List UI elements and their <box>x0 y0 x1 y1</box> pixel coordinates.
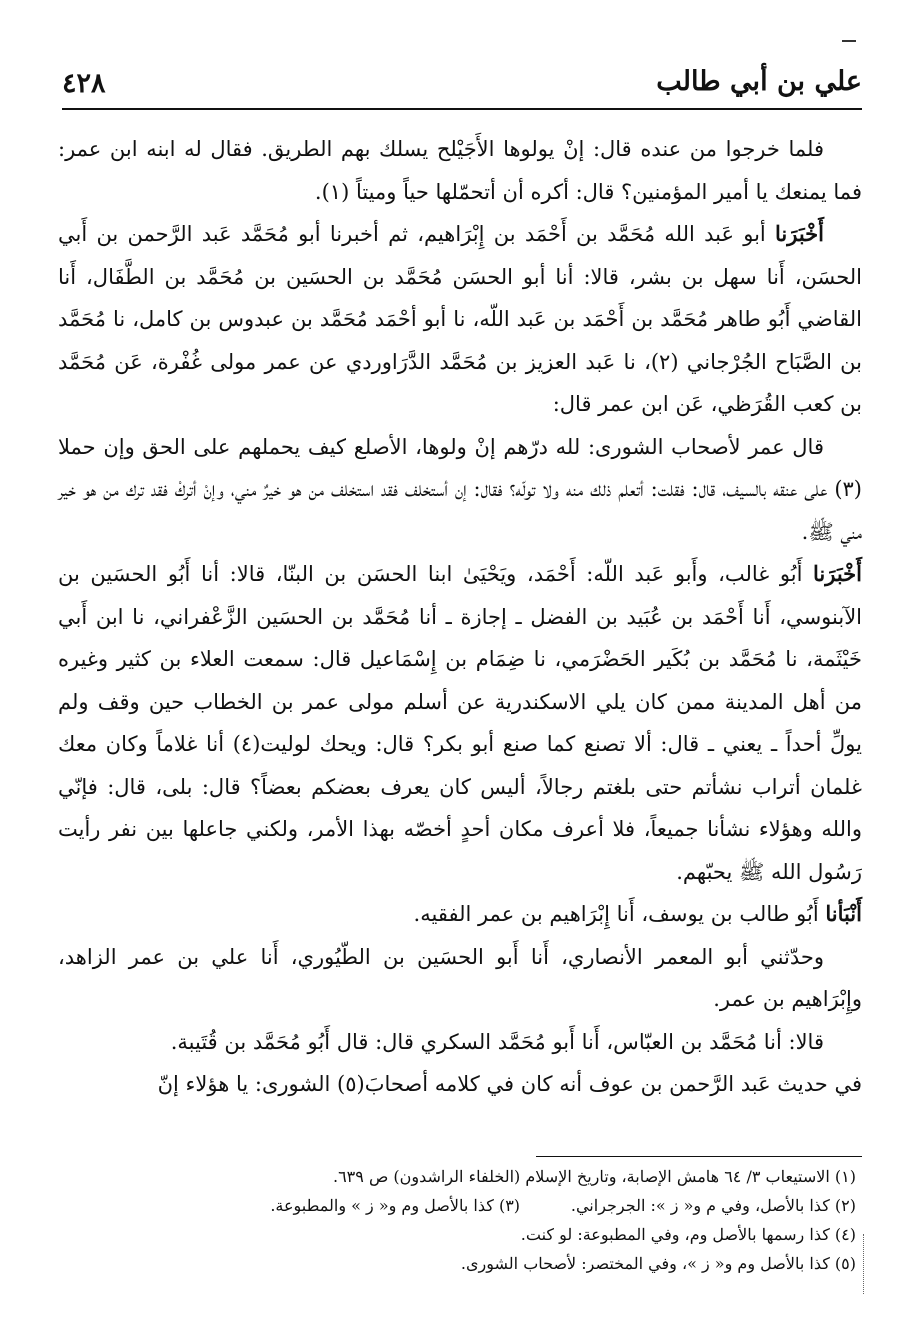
paragraph-8-text: في حديث عَبد الرَّحمن بن عوف أنه كان في كلامه أصحابَ(٥) الشورى: يا هؤلاء إنّ <box>157 1072 862 1096</box>
paragraph-6-text: وحدّثني أبو المعمر الأنصاري، أَنا أَبو الحسَين بن الطّيُوري، أَنا علي بن عمر الزاهد، وإِبْرَاهيم بن عمر. <box>58 944 862 1011</box>
paragraph-5 <box>58 893 862 936</box>
paragraph-2-text: أبو عَبد الله مُحَمَّد بن أَحْمَد بن إِبْرَاهيم، ثم أخبرنا أبو مُحَمَّد عَبد الرَّحمن بن أَبي الحسَن، أَنا سهل بن بشر، قالا: أنا أبو الحسَن مُحَمَّد بن الحسَين بن مُحَمَّد بن الطَّفَال، أَنا القاضي أَبُو طاهر مُحَمَّد بن أَحْمَد بن عَبد اللّه، نا أبو أحْمَد مُحَمَّد بن عبدوس بن كامل، نا مُحَمَّد بن الصَّبَاح الجُرْجاني (٢)، نا عَبد العزيز بن مُحَمَّد الدَّرَاوردي عن عمر مولى غُفْرة، عَن مُحَمَّد بن كعب القُرَظي، عَن ابن عمر قال: <box>58 222 862 416</box>
footnote-4: (٤) كذا رسمها بالأصل وم، وفي المطبوعة: لو كنت. <box>520 1225 856 1244</box>
footnote-1: (١) الاستيعاب ٣/ ٦٤ هامش الإصابة، وتاريخ الإسلام (الخلفاء الراشدون) ص ٦٣٩. <box>332 1167 856 1186</box>
paragraph-7-text: قالا: أنا مُحَمَّد بن العبّاس، أَنا أَبو مُحَمَّد السكري قال: قال أَبُو مُحَمَّد بن قُتَيبة. <box>170 1029 824 1054</box>
footnote-2-3: (٢) كذا بالأصل، وفي م و« ز »: الجرجراني. (٣) كذا بالأصل وم و« ز » والمطبوعة. <box>270 1196 856 1215</box>
paragraph-6 <box>58 936 862 1021</box>
paragraph-8 <box>58 1063 862 1106</box>
paragraph-1-text: فلما خرجوا من عنده قال: إنْ يولوها الأَجَيْلح يسلك بهم الطريق. فقال له ابنه ابن عمر: فما يمنعك يا أمير المؤمنين؟ قال: أكره أن أتحمّلها حياً وميتاً (١). <box>58 137 862 204</box>
footnote-5: (٥) كذا بالأصل وم و« ز »، وفي المختصر: لأصحاب الشورى. <box>460 1254 856 1273</box>
page-header <box>62 64 862 110</box>
paragraph-5-text: أَبُو طالب بن يوسف، أَنا إِبْرَاهيم بن عمر الفقيه. <box>413 902 826 926</box>
main-text <box>58 128 862 1106</box>
margin-mark <box>863 1234 864 1294</box>
paragraph-7 <box>58 1021 862 1064</box>
paragraph-2 <box>58 213 862 426</box>
paragraph-5-lead: أَنْبَأنا <box>825 901 862 926</box>
running-title: علي بن أبي طالب <box>656 66 862 97</box>
footnote-rule <box>536 1156 862 1157</box>
paragraph-3 <box>58 426 862 554</box>
paragraph-4-text: أَبُو غالب، وأَبو عَبد اللّه: أَحْمَد، ويَحْيَىٰ ابنا الحسَن بن البنّا، قالا: أنا أَبُو الحسَين بن الآبنوسي، أَنا أَحْمَد بن عُبَيد بن الفضل ـ إجازة ـ أنا مُحَمَّد بن الحسَين الزَّعْفراني، نا ابن أَبي خَيْثَمة، نا مُحَمَّد بن بُكَير الحَضْرَمي، نا ضِمَام بن إِسْمَاعيل قال: سمعت العلاء بن كثير وغيره من أهل المدينة ممن كان يلي الاسكندرية عن أسلم مولى عمر بن الخطاب حين وقف ولم يولِّ أحداً ـ يعني ـ قال: ألا تصنع كما صنع أبو بكر؟ قال: ويحك لوليت(٤) أنا غلاماً وكان معك غلمان أتراب نشأتم حتى بلغتم رجالاً، أليس كان يعرف بعضكم بعضاً؟ قال: بلى، قال: فإنّي والله وهؤلاء نشأنا جميعاً، فلا أعرف مكان أحدٍ أخصّه بهذا الأمر، ولكني جاعلها بين نفر رأيت رَسُول الله ﷺ يحبّهم. <box>58 562 862 884</box>
paragraph-3-text: قال عمر لأصحاب الشورى: لله درّهم إنْ ولوها، الأصلع كيف يحملهم على الحق وإن حملا (٣) على عنقه بالسيف، قال: فقلت: أتعلم ذلك منه ولا تولّه؟ فقال: إن أستخلف فقد استخلف من هو خيرٌ مني، وإنْ أتركْ فقد ترك من هو خير مني ﷺ. <box>58 434 862 544</box>
paragraph-4-lead: أَخْبَرَنا <box>813 561 862 586</box>
header-rule <box>62 108 862 110</box>
paragraph-1 <box>58 128 862 213</box>
corner-mark <box>842 40 856 42</box>
page-number: ٤٢٨ <box>62 68 106 99</box>
paragraph-2-lead: أَخْبَرَنا <box>775 221 824 246</box>
footnotes <box>58 1162 862 1278</box>
paragraph-4 <box>58 553 862 893</box>
